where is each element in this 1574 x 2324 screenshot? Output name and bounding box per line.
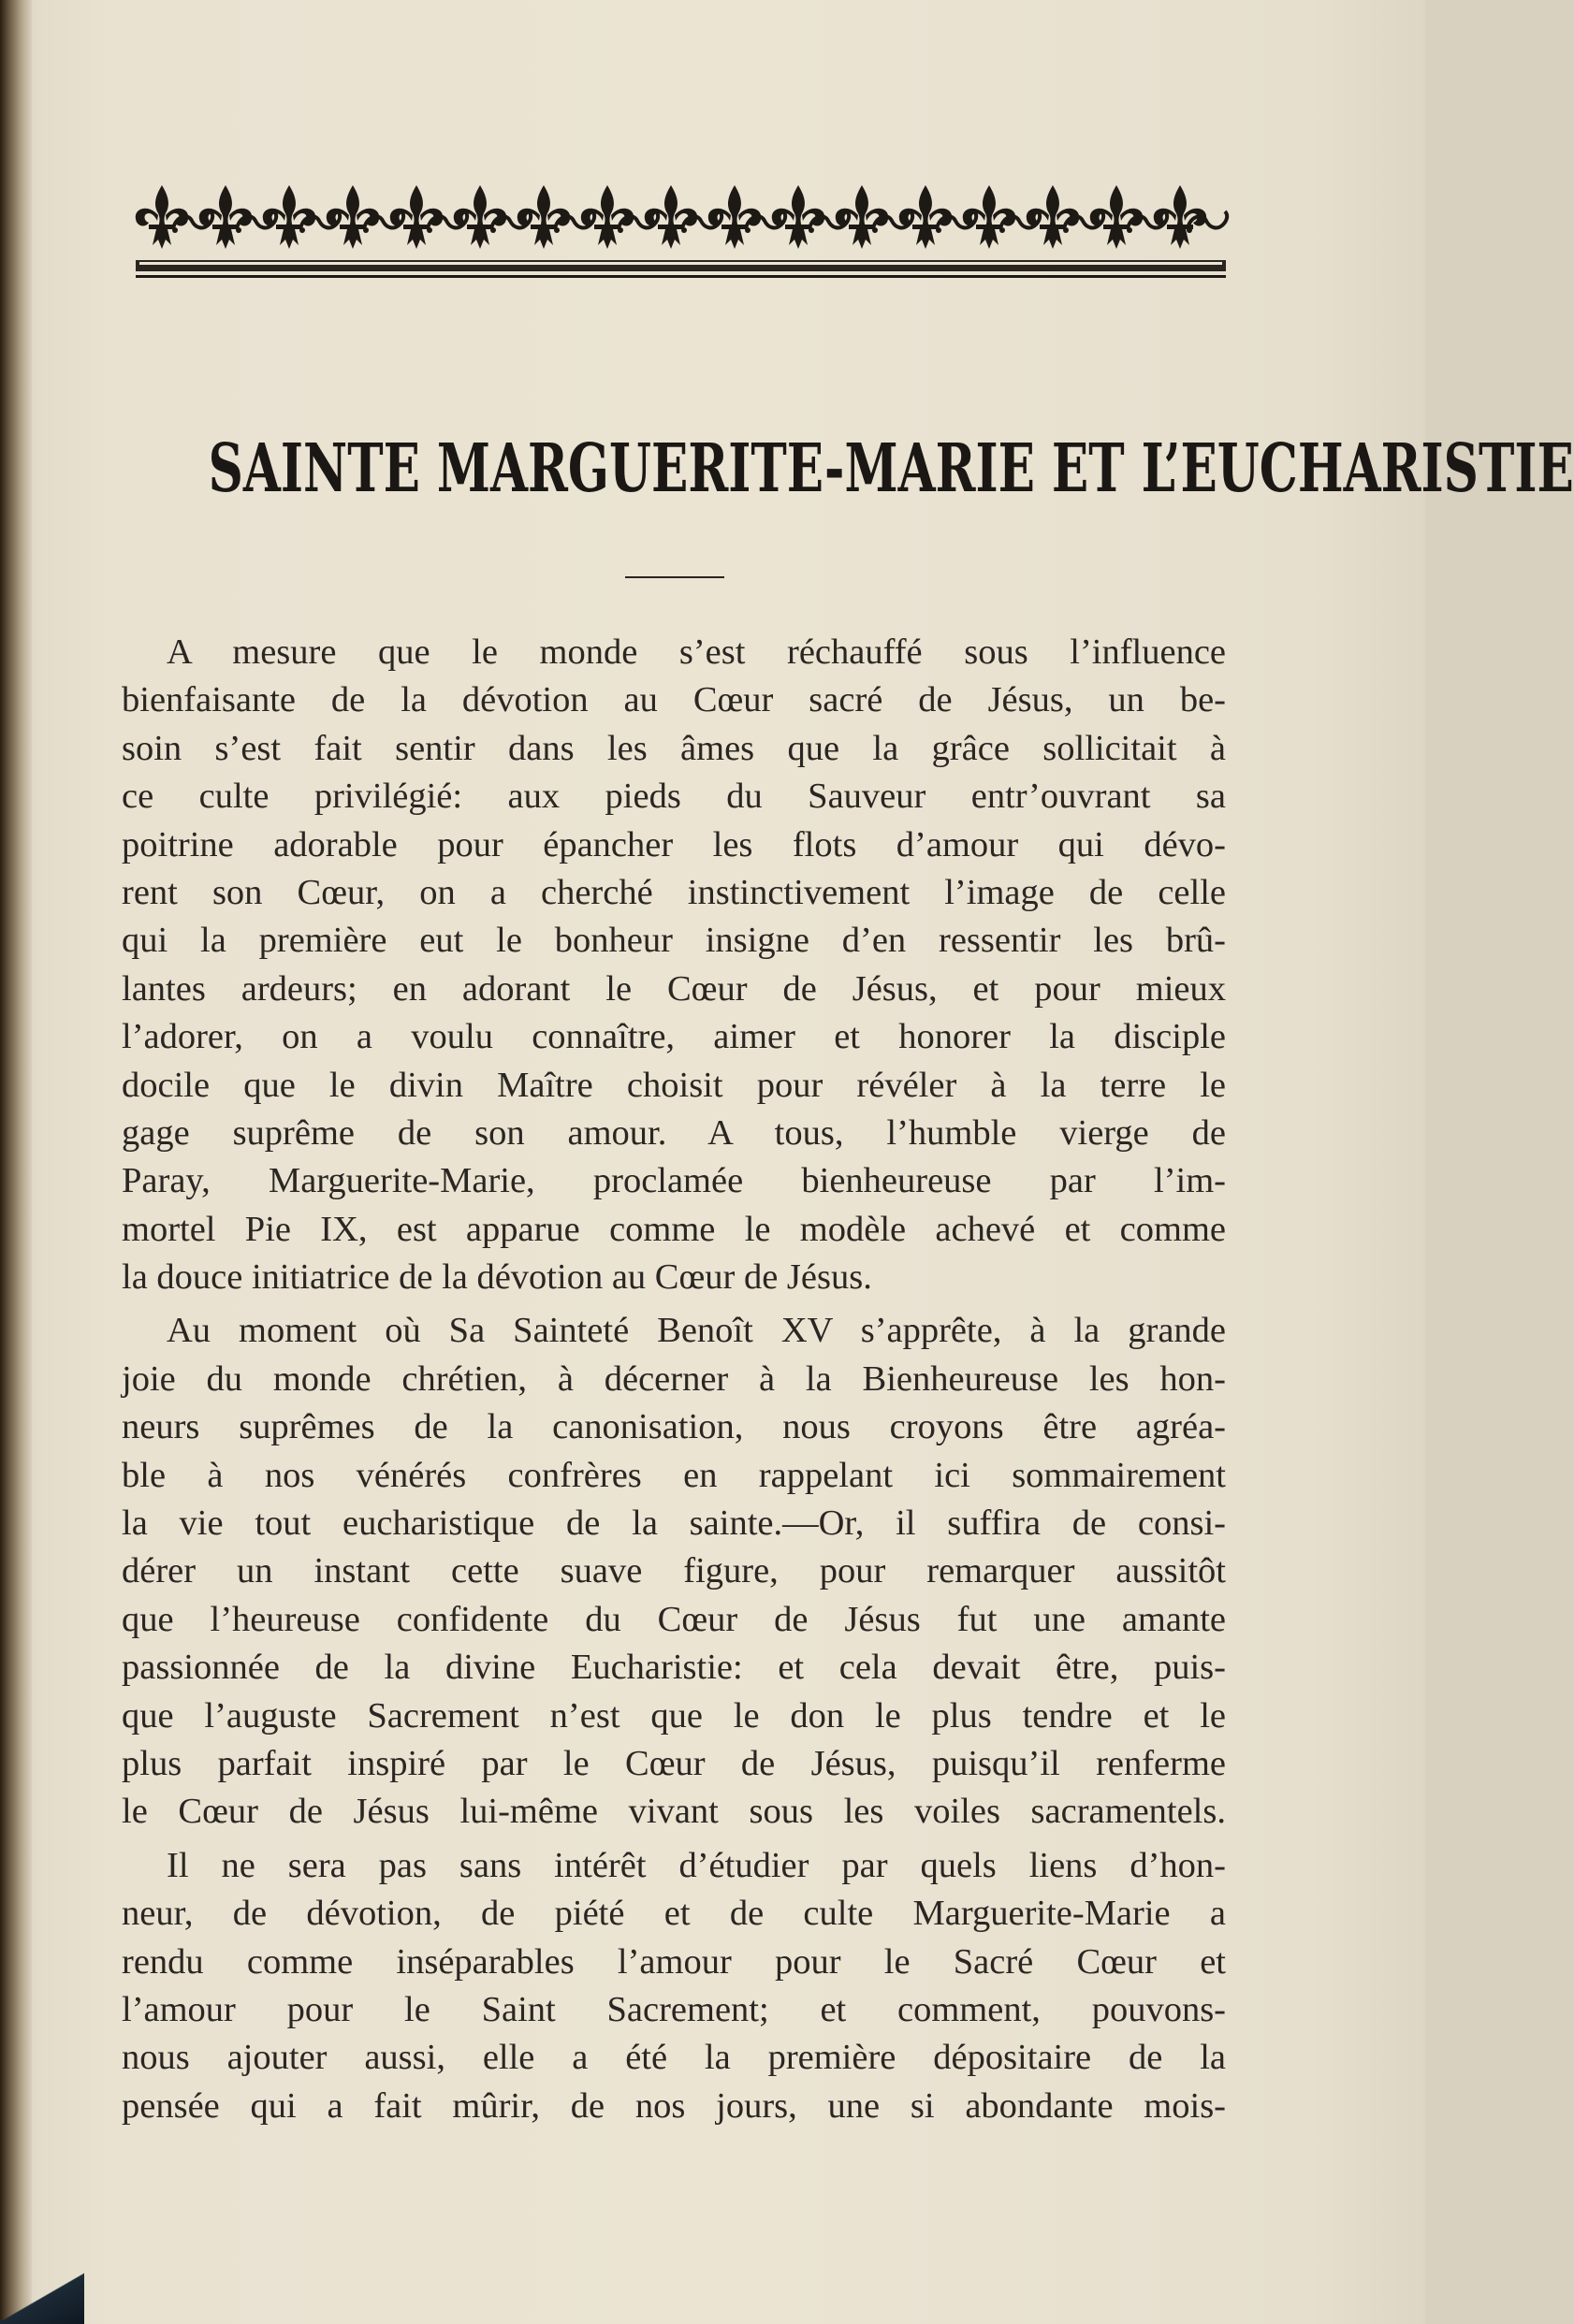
text-line: que l’heureuse confidente du Cœur de Jésus fut une amante [122,1599,1226,1639]
text-line: pensée qui a fait mûrir, de nos jours, une si abondante mois- [122,2085,1226,2126]
text-line: ce culte privilégié: aux pieds du Sauveur entr’ouvrant sa [122,777,1226,817]
text-line: passionnée de la divine Eucharistie: et cela devait être, puis- [122,1648,1226,1688]
text-line: l’amour pour le Saint Sacrement; et comment, pouvons- [122,1989,1226,2029]
text-line: soin s’est fait sentir dans les âmes que la grâce sollicitait à [122,728,1226,768]
text-line: bienfaisante de la dévotion au Cœur sacré de Jésus, un be- [122,680,1226,720]
text-line: le Cœur de Jésus lui-même vivant sous les voiles sacramentels. [122,1792,1226,1832]
text-line: Il ne sera pas sans intérêt d’étudier par quels liens d’hon- [167,1845,1226,1885]
article-body [122,629,1226,2136]
title-divider [625,576,724,578]
text-line: lantes ardeurs; en adorant le Cœur de Jésus, et pour mieux [122,968,1226,1009]
paragraph-2 [122,1307,1226,1836]
paragraph-3 [122,1842,1226,2130]
text-line: Au moment où Sa Sainteté Benoît XV s’apprête, à la grande [167,1311,1226,1351]
text-line: que l’auguste Sacrement n’est que le don le plus tendre et le [122,1695,1226,1736]
article-title: SAINTE MARGUERITE-MARIE ET L’EUCHARISTIE [208,430,1574,508]
text-line: docile que le divin Maître choisit pour révéler à la terre le [122,1065,1226,1105]
text-line: poitrine adorable pour épancher les flots d’amour qui dévo- [122,824,1226,864]
paragraph-1 [122,629,1226,1301]
text-line: neur, de dévotion, de piété et de culte Marguerite-Marie a [122,1894,1226,1934]
book-binding-shadow [0,0,32,2324]
text-line: l’adorer, on a voulu connaître, aimer et honorer la disciple [122,1017,1226,1057]
text-line: la vie tout eucharistique de la sainte.—Or, il suffira de consi- [122,1503,1226,1544]
text-line: A mesure que le monde s’est réchauffé sous l’influence [167,632,1226,672]
text-line: Paray, Marguerite-Marie, proclamée bienheureuse par l’im- [122,1161,1226,1201]
text-line: neurs suprêmes de la canonisation, nous croyons être agréa- [122,1407,1226,1447]
text-line: plus parfait inspiré par le Cœur de Jésus, puisqu’il renferme [122,1743,1226,1783]
text-line: qui la première eut le bonheur insigne d’en ressentir les brû- [122,921,1226,961]
text-line: gage suprême de son amour. A tous, l’humble vierge de [122,1112,1226,1153]
text-line: rendu comme inséparables l’amour pour le Sacré Cœur et [122,1941,1226,1982]
text-line: rent son Cœur, on a cherché instinctivement l’image de celle [122,872,1226,912]
text-line: mortel Pie IX, est apparue comme le modèle achevé et comme [122,1209,1226,1249]
text-line: nous ajouter aussi, elle a été la première dépositaire de la [122,2038,1226,2078]
fleur-de-lis-border-ornament [136,178,1226,299]
text-line: la douce initiatrice de la dévotion au Cœur de Jésus. [122,1257,872,1298]
text-line: joie du monde chrétien, à décerner à la Bienheureuse les hon- [122,1358,1226,1399]
text-line: ble à nos vénérés confrères en rappelant ici sommairement [122,1455,1226,1495]
page-corner-shadow [0,2259,84,2324]
text-line: dérer un instant cette suave figure, pour remarquer aussitôt [122,1551,1226,1591]
